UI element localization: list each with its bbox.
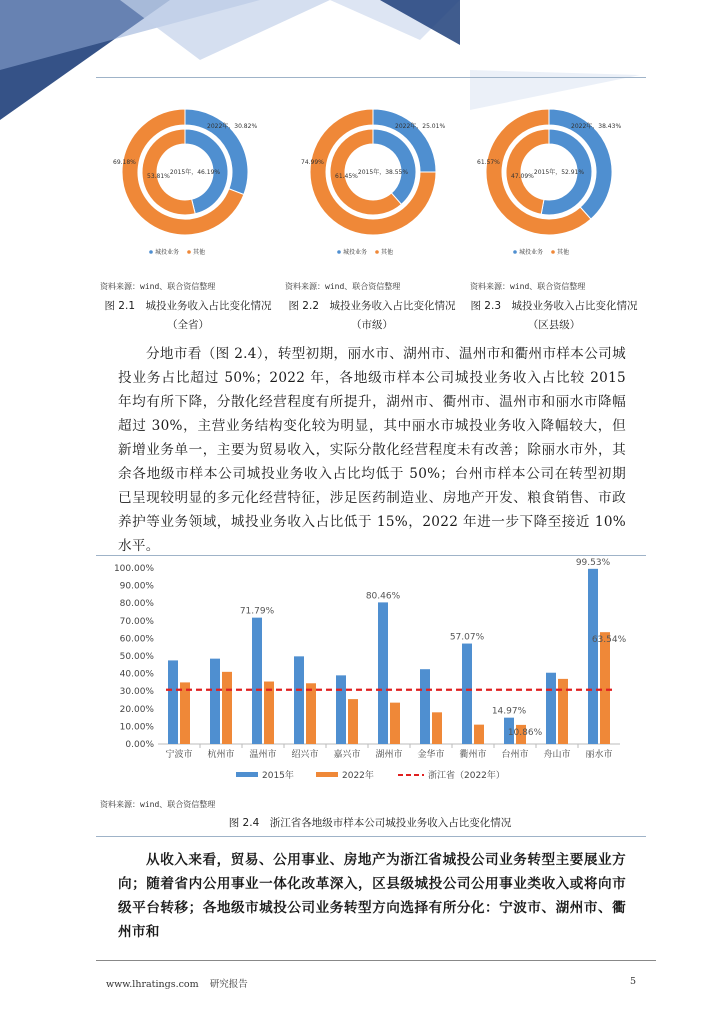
legend-label: 浙江省（2022年） xyxy=(428,771,505,781)
legend-label: 2015年 xyxy=(262,771,294,781)
donut-inner-other-label: 47.09% xyxy=(511,173,534,180)
bar-2022年-舟山市 xyxy=(558,679,568,744)
y-tick-label: 90.00% xyxy=(119,581,154,592)
bar-2022年-衢州市 xyxy=(474,725,484,744)
footer-label: 研究报告 xyxy=(209,979,248,990)
y-tick-label: 100.00% xyxy=(113,564,154,574)
donut-legend-a: 城投业务 xyxy=(343,249,368,256)
x-tick-label: 杭州市 xyxy=(207,750,235,760)
donut-chart-city xyxy=(298,96,448,266)
donut-inner-other-label: 61.45% xyxy=(335,173,358,180)
footer-url[interactable]: www.lhratings.com xyxy=(106,979,199,990)
donut-inner-label: 2015年，38.55% xyxy=(357,169,409,176)
bar-chart xyxy=(112,556,632,788)
bar-2015年-嘉兴市 xyxy=(336,675,346,744)
legend-label: 2022年 xyxy=(342,771,374,781)
bar-2015年-金华市 xyxy=(420,669,430,744)
footer-site xyxy=(106,976,248,990)
legend-marker-b xyxy=(551,250,555,254)
bar-2022年-杭州市 xyxy=(222,672,232,744)
donut-outer-label: 2022年，30.82% xyxy=(207,123,258,130)
x-tick-label: 舟山市 xyxy=(543,750,571,760)
x-tick-label: 宁波市 xyxy=(165,750,193,760)
donut-inner-label: 2015年，52.91% xyxy=(533,169,585,176)
conclusion-paragraph: 从收入来看，贸易、公用事业、房地产为浙江省城投公司业务转型主要展业方向；随着省内公用事业一体化改革深入，区县级城投公司公用事业类收入或将向市级平台转移；各地级市城投公司业务转型方向选择有所分化：宁波市、湖州市、衢州市和 xyxy=(118,852,626,940)
legend-marker-b xyxy=(375,250,379,254)
data-label: 63.54% xyxy=(591,635,627,646)
bar-2022年-温州市 xyxy=(264,682,274,744)
caption-rule xyxy=(96,836,646,837)
legend-swatch xyxy=(236,772,258,777)
donut-legend-b: 其他 xyxy=(557,249,570,256)
figure-caption-2-2: 图 2.2 城投业务收入占比变化情况（市级） xyxy=(288,300,456,331)
y-tick-label: 70.00% xyxy=(119,616,154,627)
donut-inner-label: 2015年，46.19% xyxy=(169,169,221,176)
legend-marker-a xyxy=(337,250,341,254)
y-tick-label: 20.00% xyxy=(119,704,154,715)
bar-2015年-杭州市 xyxy=(210,659,220,744)
legend-marker-a xyxy=(149,250,153,254)
y-tick-label: 50.00% xyxy=(119,652,154,662)
data-label: 99.53% xyxy=(575,557,611,568)
bar-2015年-湖州市 xyxy=(378,602,388,744)
chart-source: 资料来源：wind、联合资信整理 xyxy=(100,800,216,809)
donut-outer-other-label: 61.57% xyxy=(477,159,500,166)
donut-legend-b: 其他 xyxy=(193,249,206,256)
bar-2022年-金华市 xyxy=(432,712,442,744)
donut-source-3: 资料来源：wind、联合资信整理 xyxy=(470,282,586,291)
donut-source-2: 资料来源：wind、联合资信整理 xyxy=(285,282,401,291)
x-tick-label: 丽水市 xyxy=(585,750,613,760)
y-tick-label: 10.00% xyxy=(119,722,154,733)
donut-outer-other-label: 69.18% xyxy=(113,159,136,166)
y-tick-label: 80.00% xyxy=(119,599,154,610)
legend-swatch xyxy=(316,772,338,777)
bar-2015年-丽水市 xyxy=(588,569,598,744)
data-label: 10.86% xyxy=(507,727,543,738)
body-paragraph: 分地市看（图 2.4），转型初期，丽水市、湖州市、温州市和衢州市样本公司城投业务占比超过 50%；2022 年，各地级市样本公司城投业务收入占比较 2015 年均有所下降，分散化经营程度有所提升，湖州市、衢州市、温州市和丽水市降幅超过 30%，主营业务结构变化较为明显，其中丽水市城投业务收入降幅较大，但新增业务单一，主要为贸易收入，实际分散化经营程度未有改善；除丽水市外，其余各地级市样本公司城投业务收入占比均低于 50%；台州市样本公司在转型初期已呈现较明显的多元化经营特征，涉足医药制造业、房地产开发、粮食销售、市政养护等业务领域，城投业务收入占比低于 15%，2022 年进一步下降至接近 10%水平。 xyxy=(118,346,626,554)
x-tick-label: 绍兴市 xyxy=(291,750,319,760)
donut-chart-county xyxy=(474,96,624,266)
legend-marker-b xyxy=(187,250,191,254)
y-tick-label: 60.00% xyxy=(119,634,154,645)
data-label: 57.07% xyxy=(449,632,485,643)
bar-2022年-绍兴市 xyxy=(306,683,316,744)
donut-outer-other-label: 74.99% xyxy=(301,159,324,166)
y-tick-label: 40.00% xyxy=(119,669,154,680)
bar-2022年-湖州市 xyxy=(390,703,400,744)
bar-2015年-宁波市 xyxy=(168,660,178,744)
footer-rule xyxy=(96,960,656,961)
y-tick-label: 30.00% xyxy=(119,687,154,698)
donut-legend-b: 其他 xyxy=(381,249,394,256)
data-label: 14.97% xyxy=(491,706,527,717)
y-tick-label: 0.00% xyxy=(125,740,154,750)
x-tick-label: 湖州市 xyxy=(375,750,403,760)
bar-2022年-宁波市 xyxy=(180,682,190,744)
bar-2015年-温州市 xyxy=(252,618,262,744)
figure-caption-2-4: 图 2.4 浙江省各地级市样本公司城投业务收入占比变化情况 xyxy=(228,817,512,829)
bar-2015年-舟山市 xyxy=(546,673,556,744)
x-tick-label: 衢州市 xyxy=(459,750,487,760)
bar-2022年-嘉兴市 xyxy=(348,699,358,744)
donut-outer-label: 2022年，38.43% xyxy=(571,123,622,130)
donut-legend-a: 城投业务 xyxy=(155,249,180,256)
legend-marker-a xyxy=(513,250,517,254)
x-tick-label: 金华市 xyxy=(417,750,445,760)
data-label: 80.46% xyxy=(365,591,401,602)
donut-outer-label: 2022年，25.01% xyxy=(395,123,446,130)
donut-source-1: 资料来源：wind、联合资信整理 xyxy=(100,282,216,291)
figure-caption-2-3: 图 2.3 城投业务收入占比变化情况（区县级） xyxy=(470,300,638,331)
page-number: 5 xyxy=(630,976,637,987)
donut-chart-province xyxy=(110,96,260,266)
data-label: 71.79% xyxy=(239,606,275,617)
bar-2015年-衢州市 xyxy=(462,644,472,744)
header-rule xyxy=(96,77,646,78)
bar-2015年-绍兴市 xyxy=(294,656,304,744)
x-tick-label: 台州市 xyxy=(501,750,529,760)
donut-legend-a: 城投业务 xyxy=(519,249,544,256)
figure-caption-2-1: 图 2.1 城投业务收入占比变化情况（全省） xyxy=(104,300,272,331)
x-tick-label: 温州市 xyxy=(249,750,277,760)
donut-inner-other-label: 53.81% xyxy=(147,173,170,180)
x-tick-label: 嘉兴市 xyxy=(333,750,361,760)
bar-2022年-丽水市 xyxy=(600,632,610,744)
